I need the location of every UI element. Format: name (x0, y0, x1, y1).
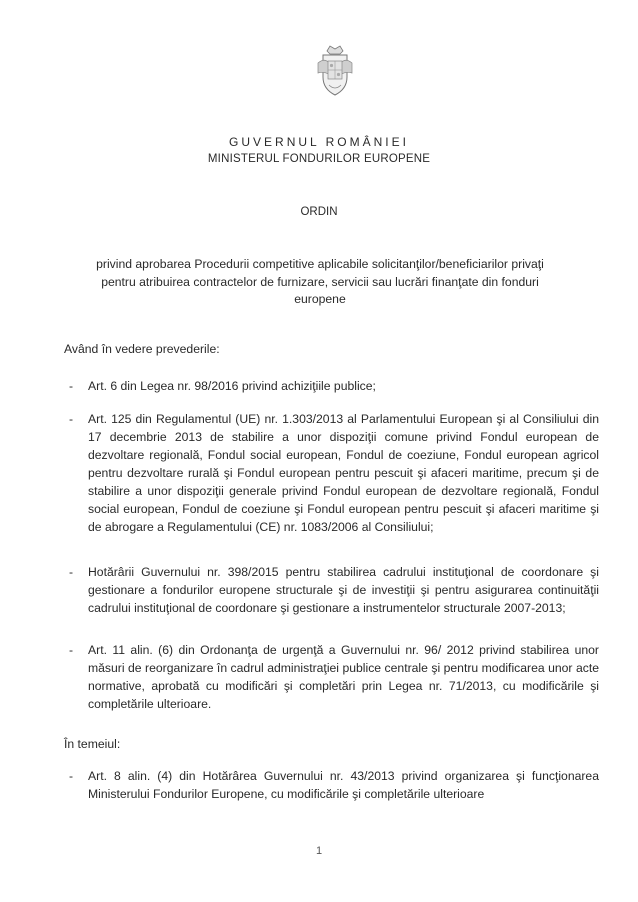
list-dash: - (69, 565, 74, 579)
list-dash: - (69, 412, 74, 426)
list-item-text: Art. 6 din Legea nr. 98/2016 privind achiziţiile publice; (88, 379, 376, 393)
list-item (69, 641, 599, 713)
list-item (69, 767, 599, 803)
list-item-text: Art. 8 alin. (4) din Hotărârea Guvernului nr. 43/2013 privind organizarea şi funcţionarea Ministerului Fondurilor Europene, cu modificările şi completările ulterioare (88, 769, 599, 801)
ministry-title: MINISTERUL FONDURILOR EUROPENE (207, 153, 431, 165)
list-dash: - (69, 769, 74, 783)
document-subject: privind aprobarea Procedurii competitive aplicabile solicitanţilor/beneficiarilor privaţi pentru atribuirea contractelor de furnizare, servicii sau lucrări finanţate din fonduri europene (96, 257, 544, 306)
romania-coat-of-arms-icon (316, 45, 354, 97)
list-dash: - (69, 379, 74, 393)
considering-label: Având în vedere prevederile: (64, 342, 220, 356)
page-number: 1 (315, 845, 323, 857)
government-title: GUVERNUL ROMÂNIEI (229, 135, 409, 149)
list-item-text: Hotărârii Guvernului nr. 398/2015 pentru stabilirea cadrului instituţional de coordonare şi gestionare a fondurilor europene structurale şi de investiţii şi pentru asigurarea continuităţii cadrului instituţional de coordonare şi gestionare a instrumentelor structurale 2007-2013; (88, 565, 599, 615)
list-item (69, 563, 599, 617)
basis-label: În temeiul: (64, 737, 121, 751)
list-item (69, 410, 599, 536)
list-dash: - (69, 643, 74, 657)
document-type: ORDIN (300, 206, 338, 218)
list-item (69, 377, 599, 395)
list-item-text: Art. 11 alin. (6) din Ordonanţa de urgenţă a Guvernului nr. 96/ 2012 privind stabilirea unor măsuri de reorganizare în cadrul administraţiei publice centrale şi pentru modificarea unor acte normative, aprobată cu modificări şi completări prin Legea nr. 71/2013, cu modificările şi completările ulterioare. (88, 643, 599, 711)
list-item-text: Art. 125 din Regulamentul (UE) nr. 1.303/2013 al Parlamentului European şi al Consiliului din 17 decembrie 2013 de stabilire a unor dispoziţii comune privind Fondul european de dezvoltare regională, Fondul social european, Fondul de coeziune, Fondul european agricol pentru dezvoltare rurală şi Fondul european pentru pescuit şi afaceri maritime, precum şi de stabilire a unor dispoziţii generale privind Fondul european de dezvoltare regională, Fondul social european, Fondul de coeziune şi Fondul european pentru pescuit şi afaceri maritime şi de abrogare a Regulamentului (CE) nr. 1083/2006 al Consiliului; (88, 412, 599, 534)
